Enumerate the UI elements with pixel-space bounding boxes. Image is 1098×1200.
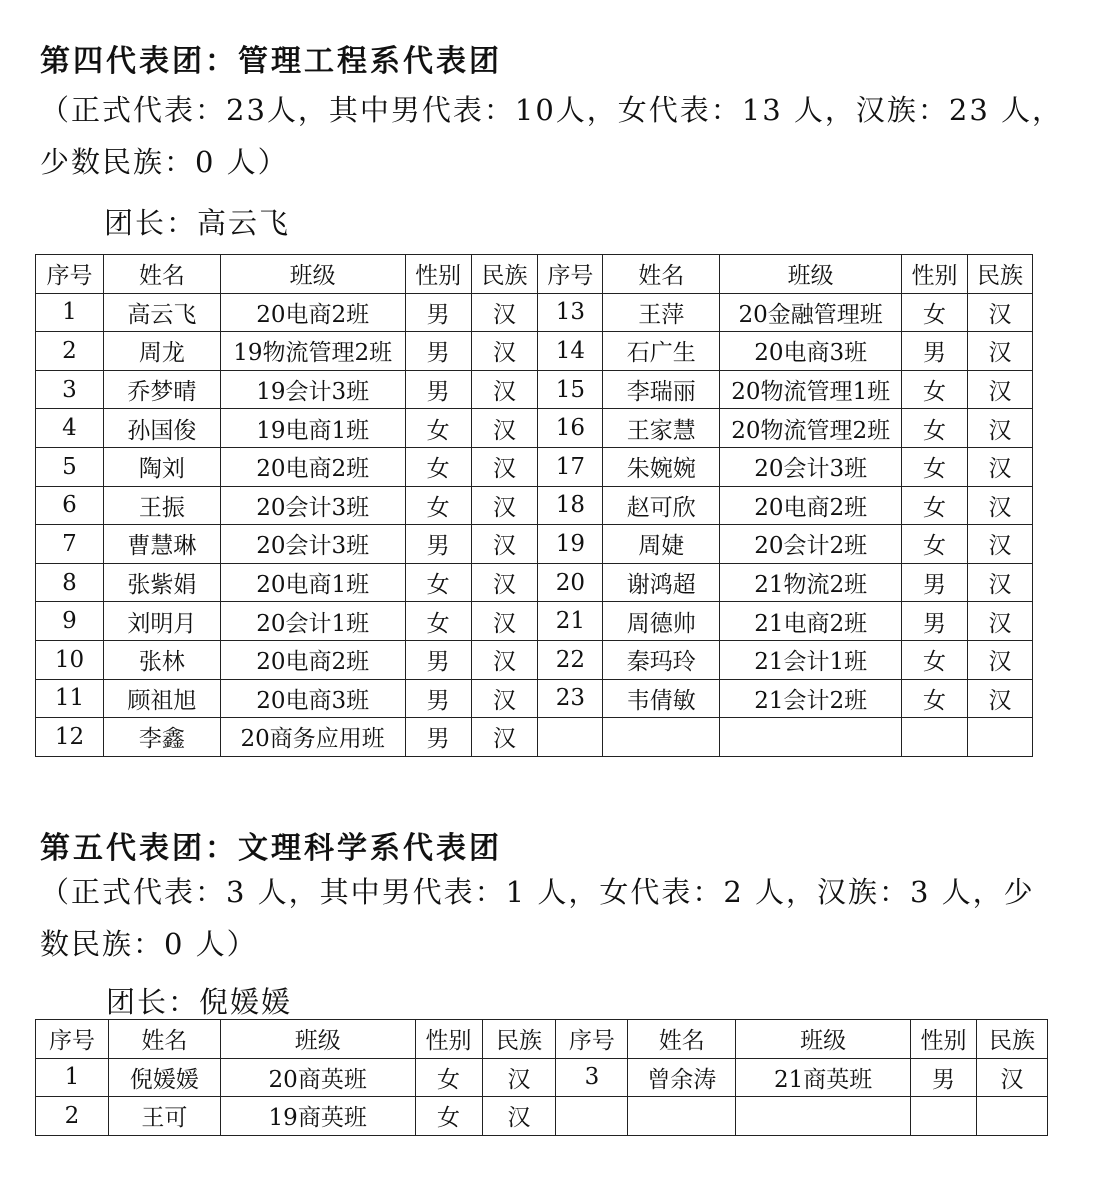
- cell-ethnicity: 汉: [976, 1058, 1047, 1097]
- cell-class: 20电商2班: [220, 293, 405, 332]
- section4-summary: [40, 84, 1063, 188]
- table-row: [36, 370, 1033, 409]
- cell-gender: 女: [405, 563, 471, 602]
- column-header-seq: 序号: [36, 255, 104, 294]
- cell-seq: 10: [36, 640, 104, 679]
- column-header-seq: 序号: [36, 1020, 109, 1059]
- section5-leader: 团长：倪媛媛: [106, 985, 293, 1019]
- cell-name: 李瑞丽: [603, 370, 720, 409]
- cell-gender: 男: [902, 602, 968, 641]
- cell-seq: 1: [36, 1058, 109, 1097]
- table-row: [36, 332, 1033, 371]
- cell-name: 王家慧: [603, 409, 720, 448]
- cell-seq: 8: [36, 563, 104, 602]
- cell-name: 倪媛媛: [108, 1058, 220, 1097]
- cell-seq: 16: [538, 409, 603, 448]
- cell-name: 张紫娟: [103, 563, 220, 602]
- table-row: [36, 679, 1033, 718]
- cell-class: 20商英班: [220, 1058, 415, 1097]
- cell-seq: [556, 1097, 628, 1136]
- cell-gender: 女: [405, 486, 471, 525]
- column-header-class: 班级: [736, 1020, 911, 1059]
- column-header-gender: 性别: [415, 1020, 482, 1059]
- column-header-name: 姓名: [603, 255, 720, 294]
- cell-gender: 女: [902, 409, 968, 448]
- cell-gender: 女: [415, 1058, 482, 1097]
- section5-summary: [40, 866, 1035, 970]
- table-row: [36, 486, 1033, 525]
- cell-name: 陶刘: [103, 447, 220, 486]
- cell-name: 周龙: [103, 332, 220, 371]
- table-row: [36, 718, 1033, 757]
- cell-class: [720, 718, 902, 757]
- cell-name: [628, 1097, 736, 1136]
- cell-ethnicity: 汉: [471, 293, 538, 332]
- cell-gender: 女: [415, 1097, 482, 1136]
- cell-seq: 22: [538, 640, 603, 679]
- column-header-ethnicity: 民族: [471, 255, 538, 294]
- cell-ethnicity: 汉: [471, 486, 538, 525]
- cell-seq: 9: [36, 602, 104, 641]
- cell-name: [603, 718, 720, 757]
- cell-ethnicity: 汉: [471, 332, 538, 371]
- cell-seq: 23: [538, 679, 603, 718]
- section4-summary-line1: （正式代表：23人，其中男代表：10人，女代表：13 人，汉族：23 人，: [40, 93, 1064, 127]
- section4-table: [35, 254, 1033, 757]
- cell-class: 21物流2班: [720, 563, 902, 602]
- cell-ethnicity: 汉: [968, 293, 1033, 332]
- cell-seq: 12: [36, 718, 104, 757]
- cell-name: 刘明月: [103, 602, 220, 641]
- cell-seq: 4: [36, 409, 104, 448]
- cell-ethnicity: 汉: [482, 1097, 556, 1136]
- cell-ethnicity: 汉: [471, 563, 538, 602]
- cell-gender: 女: [902, 640, 968, 679]
- cell-name: 曾余涛: [628, 1058, 736, 1097]
- cell-seq: 17: [538, 447, 603, 486]
- cell-ethnicity: 汉: [968, 332, 1033, 371]
- cell-class: 19会计3班: [220, 370, 405, 409]
- cell-seq: 6: [36, 486, 104, 525]
- cell-gender: 女: [405, 602, 471, 641]
- cell-gender: 女: [902, 525, 968, 564]
- cell-class: 20金融管理班: [720, 293, 902, 332]
- table-row: [36, 525, 1033, 564]
- cell-ethnicity: 汉: [968, 486, 1033, 525]
- cell-name: 王萍: [603, 293, 720, 332]
- cell-class: 21商英班: [736, 1058, 911, 1097]
- table-row: [36, 563, 1033, 602]
- cell-seq: 3: [36, 370, 104, 409]
- cell-class: 20会计3班: [720, 447, 902, 486]
- cell-name: 秦玛玲: [603, 640, 720, 679]
- cell-name: 周婕: [603, 525, 720, 564]
- table-row: [36, 1097, 1048, 1136]
- section5-title: 第五代表团：文理科学系代表团: [40, 831, 502, 866]
- column-header-seq: 序号: [556, 1020, 628, 1059]
- column-header-name: 姓名: [103, 255, 220, 294]
- cell-gender: 男: [405, 370, 471, 409]
- cell-name: 韦倩敏: [603, 679, 720, 718]
- cell-ethnicity: [968, 718, 1033, 757]
- cell-gender: 男: [405, 293, 471, 332]
- column-header-class: 班级: [220, 255, 405, 294]
- cell-gender: 男: [405, 679, 471, 718]
- cell-seq: 7: [36, 525, 104, 564]
- cell-class: 20电商3班: [220, 679, 405, 718]
- cell-gender: 女: [902, 486, 968, 525]
- cell-name: 孙国俊: [103, 409, 220, 448]
- cell-class: 20会计1班: [220, 602, 405, 641]
- cell-seq: 13: [538, 293, 603, 332]
- cell-class: 19物流管理2班: [220, 332, 405, 371]
- cell-ethnicity: 汉: [968, 640, 1033, 679]
- cell-seq: 20: [538, 563, 603, 602]
- column-header-ethnicity: 民族: [968, 255, 1033, 294]
- cell-name: 顾祖旭: [103, 679, 220, 718]
- table-header-row: [36, 1020, 1048, 1059]
- cell-class: 20会计3班: [220, 486, 405, 525]
- column-header-gender: 性别: [902, 255, 968, 294]
- table-row: [36, 447, 1033, 486]
- cell-ethnicity: 汉: [968, 447, 1033, 486]
- section5-summary-line1: （正式代表：3 人，其中男代表：1 人，女代表：2 人，汉族：3 人，少: [40, 875, 1035, 909]
- column-header-gender: 性别: [911, 1020, 977, 1059]
- cell-gender: 男: [405, 525, 471, 564]
- cell-name: 乔梦晴: [103, 370, 220, 409]
- section4-leader: 团长：高云飞: [104, 206, 291, 240]
- cell-ethnicity: 汉: [482, 1058, 556, 1097]
- cell-class: 21会计1班: [720, 640, 902, 679]
- cell-seq: 15: [538, 370, 603, 409]
- cell-name: 高云飞: [103, 293, 220, 332]
- cell-ethnicity: 汉: [471, 447, 538, 486]
- cell-seq: 2: [36, 332, 104, 371]
- cell-class: 20商务应用班: [220, 718, 405, 757]
- column-header-class: 班级: [720, 255, 902, 294]
- cell-name: 王可: [108, 1097, 220, 1136]
- cell-gender: 女: [902, 679, 968, 718]
- cell-class: 20物流管理1班: [720, 370, 902, 409]
- cell-ethnicity: 汉: [968, 525, 1033, 564]
- cell-ethnicity: 汉: [471, 370, 538, 409]
- cell-name: 石广生: [603, 332, 720, 371]
- cell-seq: 2: [36, 1097, 109, 1136]
- cell-class: 19商英班: [220, 1097, 415, 1136]
- cell-class: 20电商2班: [220, 640, 405, 679]
- cell-name: 曹慧琳: [103, 525, 220, 564]
- cell-seq: 11: [36, 679, 104, 718]
- cell-class: 21电商2班: [720, 602, 902, 641]
- cell-name: 朱婉婉: [603, 447, 720, 486]
- column-header-ethnicity: 民族: [482, 1020, 556, 1059]
- cell-class: 20物流管理2班: [720, 409, 902, 448]
- cell-ethnicity: 汉: [968, 679, 1033, 718]
- cell-ethnicity: 汉: [968, 370, 1033, 409]
- cell-ethnicity: 汉: [471, 602, 538, 641]
- cell-name: 王振: [103, 486, 220, 525]
- cell-ethnicity: 汉: [471, 525, 538, 564]
- cell-seq: 18: [538, 486, 603, 525]
- cell-class: 20电商1班: [220, 563, 405, 602]
- table-header-row: [36, 255, 1033, 294]
- cell-seq: 1: [36, 293, 104, 332]
- section5-summary-line2: 数民族：0 人）: [40, 927, 258, 961]
- cell-class: 20电商3班: [720, 332, 902, 371]
- cell-gender: 女: [405, 409, 471, 448]
- cell-gender: 女: [405, 447, 471, 486]
- table-row: [36, 640, 1033, 679]
- table-row: [36, 1058, 1048, 1097]
- cell-class: 21会计2班: [720, 679, 902, 718]
- table-row: [36, 602, 1033, 641]
- column-header-seq: 序号: [538, 255, 603, 294]
- cell-ethnicity: 汉: [968, 602, 1033, 641]
- cell-class: 20电商2班: [720, 486, 902, 525]
- section5-table: [35, 1019, 1048, 1136]
- section4-summary-line2: 少数民族：0 人）: [40, 145, 289, 179]
- column-header-name: 姓名: [628, 1020, 736, 1059]
- cell-seq: 3: [556, 1058, 628, 1097]
- table-row: [36, 409, 1033, 448]
- cell-ethnicity: [976, 1097, 1047, 1136]
- cell-gender: 女: [902, 447, 968, 486]
- section4-title: 第四代表团：管理工程系代表团: [40, 44, 502, 79]
- cell-gender: 男: [902, 332, 968, 371]
- cell-gender: [911, 1097, 977, 1136]
- cell-seq: 21: [538, 602, 603, 641]
- cell-name: 谢鸿超: [603, 563, 720, 602]
- cell-gender: 男: [405, 332, 471, 371]
- cell-gender: 男: [405, 718, 471, 757]
- cell-gender: 男: [911, 1058, 977, 1097]
- cell-gender: 女: [902, 293, 968, 332]
- cell-gender: 女: [902, 370, 968, 409]
- cell-ethnicity: 汉: [471, 679, 538, 718]
- cell-class: 20会计3班: [220, 525, 405, 564]
- cell-name: 赵可欣: [603, 486, 720, 525]
- cell-gender: [902, 718, 968, 757]
- cell-seq: 5: [36, 447, 104, 486]
- cell-seq: [538, 718, 603, 757]
- column-header-class: 班级: [220, 1020, 415, 1059]
- cell-ethnicity: 汉: [968, 409, 1033, 448]
- column-header-name: 姓名: [108, 1020, 220, 1059]
- column-header-gender: 性别: [405, 255, 471, 294]
- cell-name: 李鑫: [103, 718, 220, 757]
- cell-class: 19电商1班: [220, 409, 405, 448]
- cell-class: 20会计2班: [720, 525, 902, 564]
- table-row: [36, 293, 1033, 332]
- cell-class: [736, 1097, 911, 1136]
- cell-ethnicity: 汉: [471, 718, 538, 757]
- cell-ethnicity: 汉: [471, 409, 538, 448]
- cell-name: 周德帅: [603, 602, 720, 641]
- cell-gender: 男: [902, 563, 968, 602]
- cell-ethnicity: 汉: [968, 563, 1033, 602]
- cell-seq: 19: [538, 525, 603, 564]
- cell-seq: 14: [538, 332, 603, 371]
- cell-ethnicity: 汉: [471, 640, 538, 679]
- cell-class: 20电商2班: [220, 447, 405, 486]
- column-header-ethnicity: 民族: [976, 1020, 1047, 1059]
- cell-gender: 男: [405, 640, 471, 679]
- cell-name: 张林: [103, 640, 220, 679]
